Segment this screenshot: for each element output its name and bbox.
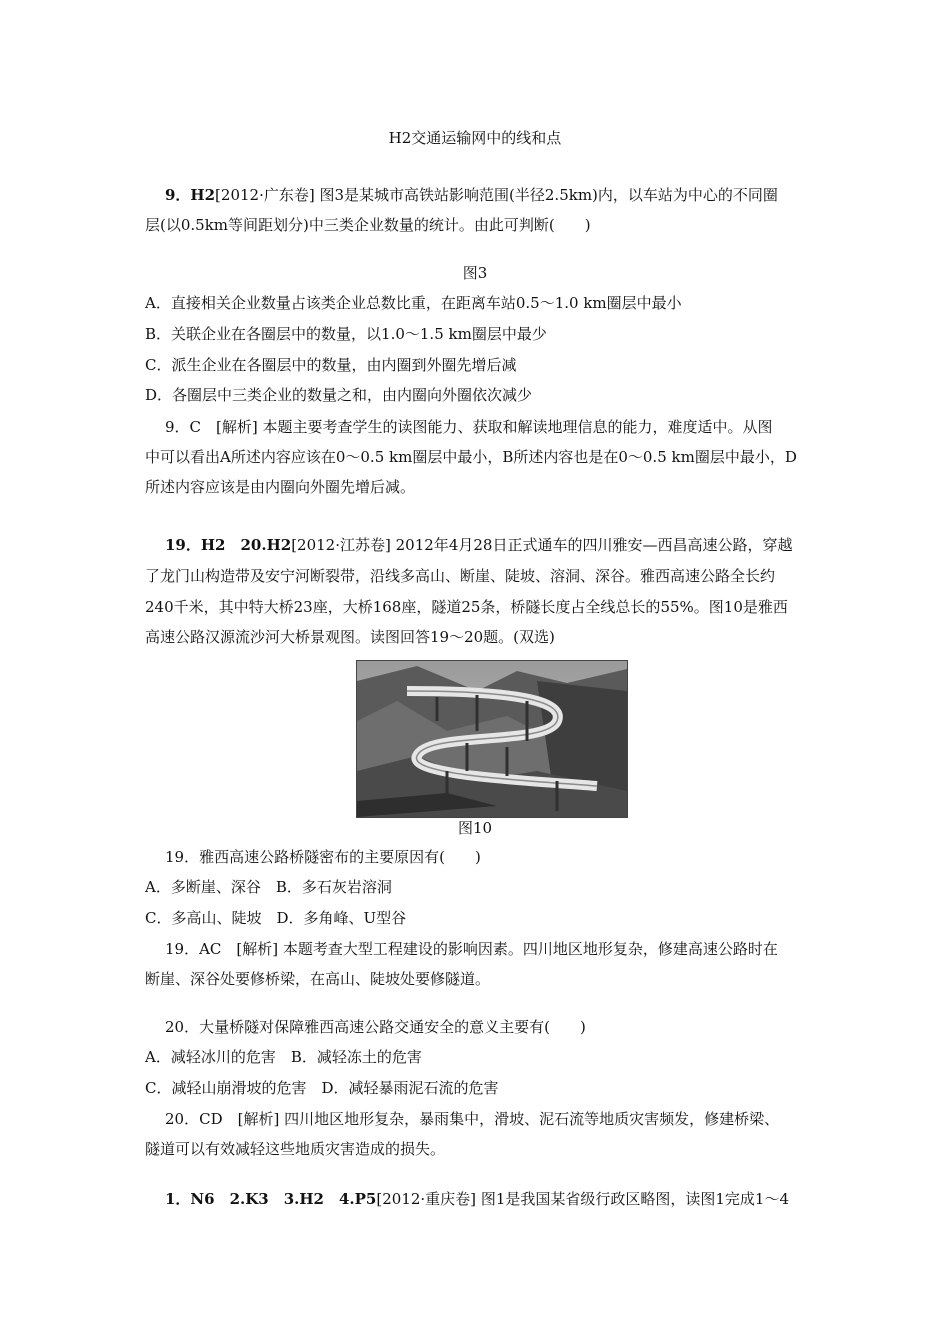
- q9-option-d: D．各圈层中三类企业的数量之和，由内圈向外圈依次减少: [145, 386, 533, 404]
- q9-answer-1: 9．C [解析] 本题主要考查学生的读图能力、获取和解读地理信息的能力，难度适中。从图: [165, 418, 773, 436]
- q19-stem: 19．雅西高速公路桥隧密布的主要原因有( ): [165, 848, 481, 866]
- q9-text-1: 图3是某城市高铁站影响范围(半径2.5km)内，以车站为中心的不同圈: [319, 186, 778, 204]
- q19-text-3: 240千米，其中特大桥23座，大桥168座，隧道25条，桥隧长度占全线总长的55%。图10是雅西: [145, 598, 788, 616]
- q19-line1: [165, 535, 792, 555]
- q9-label: 9．H2: [165, 186, 216, 204]
- q20-stem: 20．大量桥隧对保障雅西高速公路交通安全的意义主要有( ): [165, 1018, 586, 1036]
- q19-text-1: 2012年4月28日正式通车的四川雅安—西昌高速公路，穿越: [395, 536, 793, 554]
- q19-options-ab: A．多断崖、深谷 B．多石灰岩溶洞: [145, 878, 392, 896]
- q19-text-4: 高速公路汉源流沙河大桥景观图。读图回答19～20题。(双选): [145, 628, 555, 646]
- q19-label: 19．H2 20.H2: [165, 536, 292, 554]
- q9-option-c: C．派生企业在各圈层中的数量，由内圈到外圈先增后减: [145, 356, 517, 374]
- q9-answer-3: 所述内容应该是由内圈向外圈先增后减。: [145, 478, 416, 496]
- q20-options-cd: C．减轻山崩滑坡的危害 D．减轻暴雨泥石流的危害: [145, 1079, 499, 1097]
- q20-answer-1: 20．CD [解析] 四川地区地形复杂，暴雨集中，滑坡、泥石流等地质灾害频发，修建桥梁、: [165, 1110, 780, 1128]
- q9-text-2: 层(以0.5km等间距划分)中三类企业数量的统计。由此可判断( ): [145, 216, 591, 234]
- bridge-photo: [356, 660, 628, 818]
- page-title: H2交通运输网中的线和点: [388, 129, 562, 147]
- q9-option-b: B．关联企业在各圈层中的数量，以1.0～1.5 km圈层中最少: [145, 325, 547, 343]
- q1-label: 1．N6 2.K3 3.H2 4.P5: [165, 1190, 377, 1208]
- q9-line1: [165, 185, 778, 205]
- q1-line1: [165, 1189, 789, 1209]
- q9-answer-2: 中可以看出A所述内容应该在0～0.5 km圈层中最小，B所述内容也是在0～0.5 km圈层中最小，D: [145, 448, 797, 466]
- q19-text-2: 了龙门山构造带及安宁河断裂带，沿线多高山、断崖、陡坡、溶洞、深谷。雅西高速公路全长约: [145, 567, 776, 585]
- q19-answer-1: 19．AC [解析] 本题考查大型工程建设的影响因素。四川地区地形复杂，修建高速公路时在: [165, 940, 778, 958]
- q19-source: [2012·江苏卷]: [291, 536, 391, 554]
- q1-text: 图1是我国某省级行政区略图，读图1完成1～4: [480, 1190, 789, 1208]
- q19-answer-2: 断崖、深谷处要修桥梁，在高山、陡坡处要修隧道。: [145, 970, 491, 988]
- q9-option-a: A．直接相关企业数量占该类企业总数比重，在距离车站0.5～1.0 km圈层中最小: [145, 294, 682, 312]
- q19-options-cd: C．多高山、陡坡 D．多角峰、U型谷: [145, 909, 407, 927]
- figure-10-caption: 图10: [457, 819, 493, 837]
- q20-answer-2: 隧道可以有效减轻这些地质灾害造成的损失。: [145, 1140, 446, 1158]
- q20-options-ab: A．减轻冰川的危害 B．减轻冻土的危害: [145, 1048, 422, 1066]
- q1-source: [2012·重庆卷]: [376, 1190, 477, 1208]
- figure-3-caption: 图3: [462, 264, 488, 282]
- q9-source: [2012·广东卷]: [215, 186, 315, 204]
